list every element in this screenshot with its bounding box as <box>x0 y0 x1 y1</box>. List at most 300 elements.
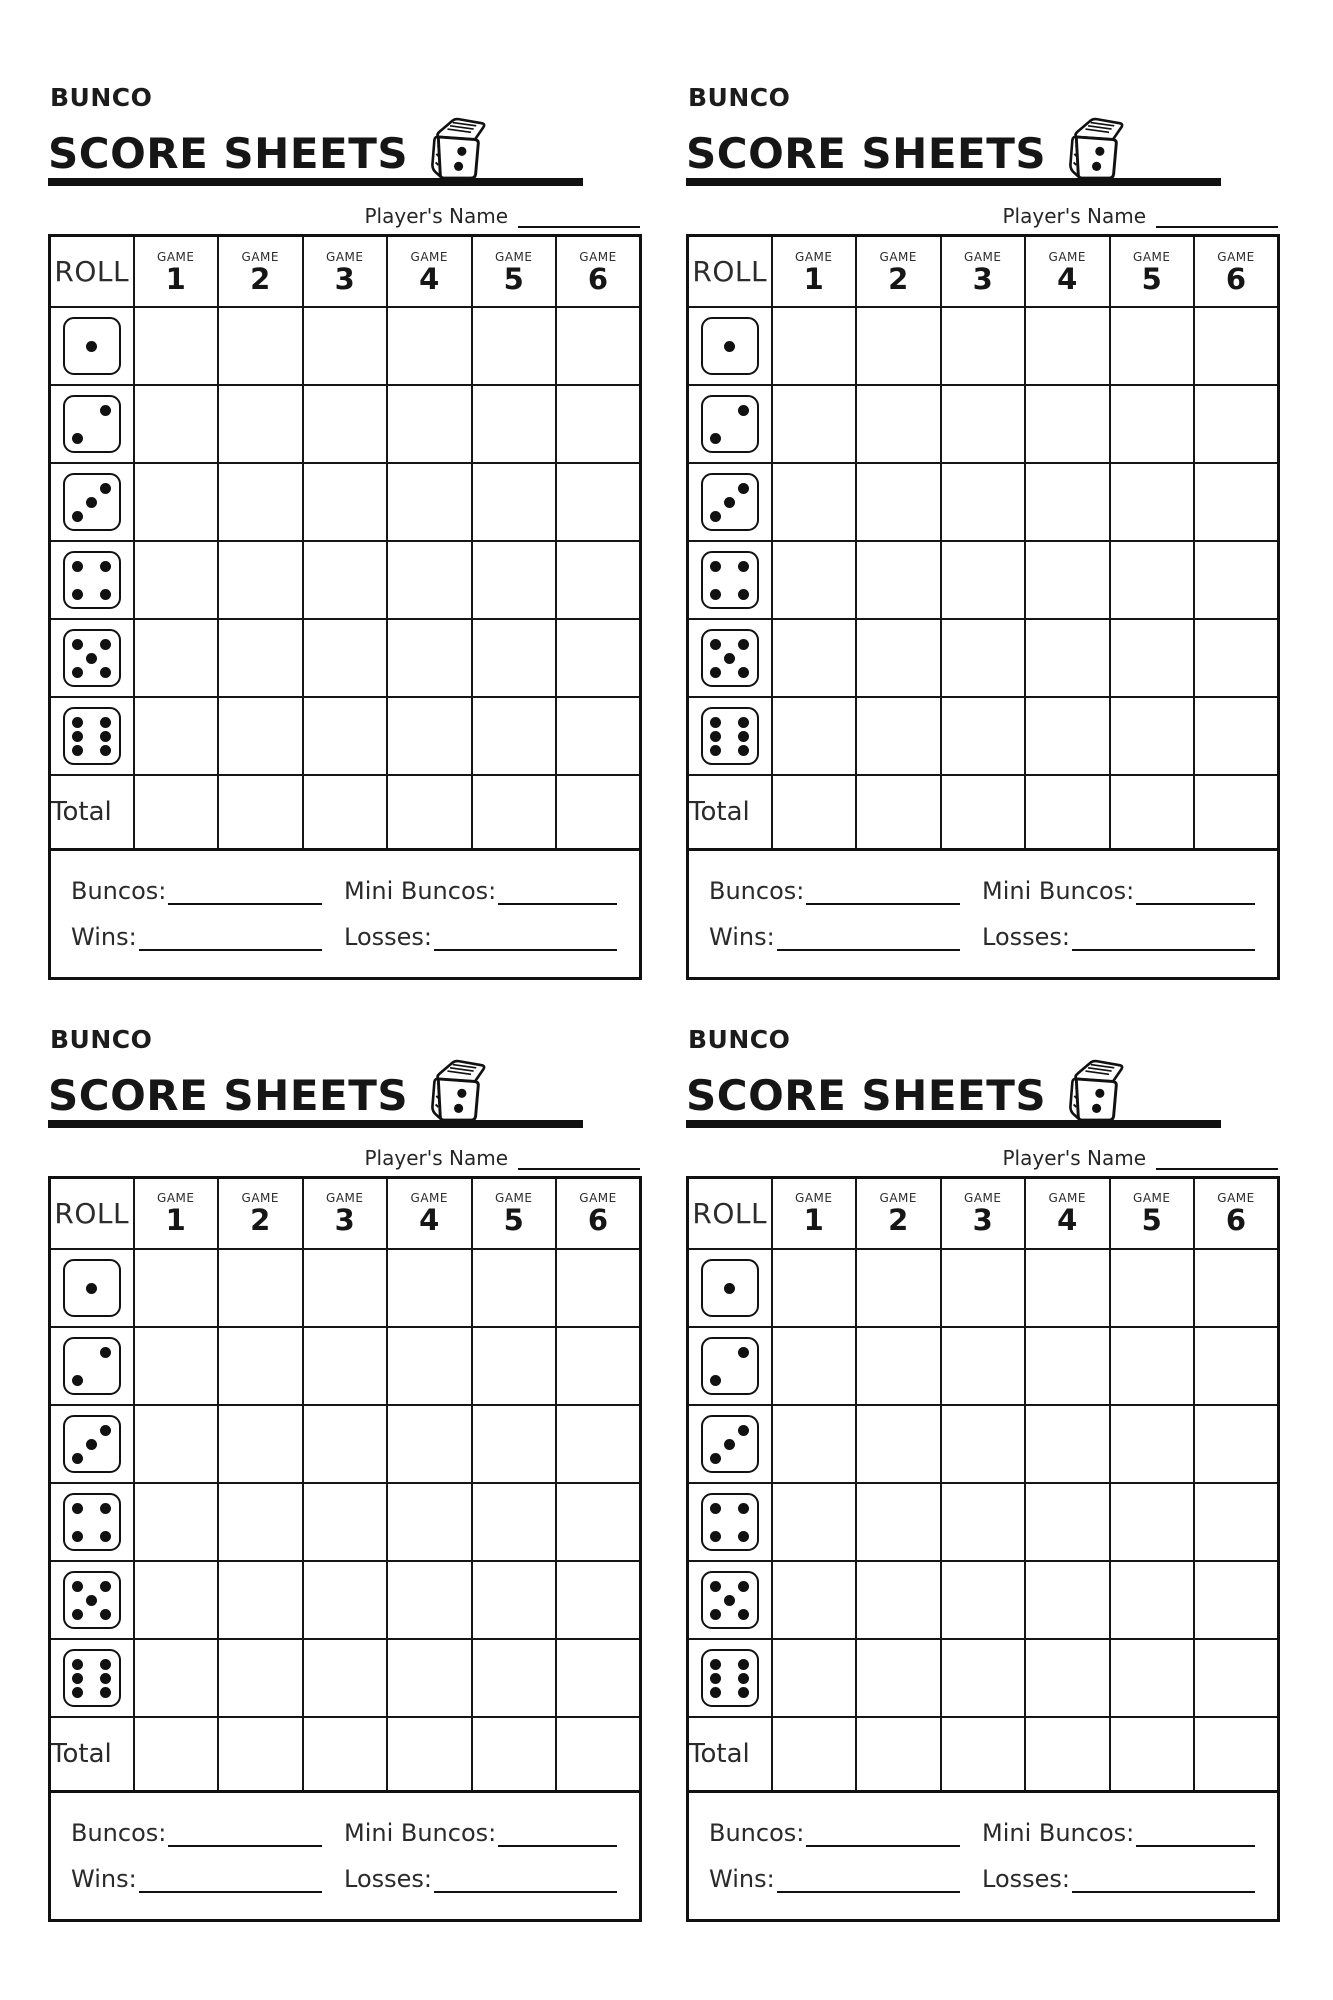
score-cell[interactable] <box>134 463 219 541</box>
total-cell[interactable] <box>134 775 219 849</box>
score-cell[interactable] <box>303 619 388 697</box>
score-cell[interactable] <box>856 541 941 619</box>
score-sheet <box>686 84 1280 980</box>
score-cell[interactable] <box>387 541 472 619</box>
score-cell[interactable] <box>1110 307 1195 385</box>
score-cell[interactable] <box>556 697 641 775</box>
sheet-title: SCORE SHEETS <box>686 128 1047 178</box>
score-cell[interactable] <box>218 697 303 775</box>
total-cell[interactable] <box>472 1717 557 1791</box>
pip-slot <box>71 1345 85 1359</box>
score-cell[interactable] <box>218 1327 303 1405</box>
score-cell[interactable] <box>1110 1639 1195 1717</box>
pip <box>100 561 111 572</box>
player-name-row <box>48 1146 640 1170</box>
score-cell[interactable] <box>218 541 303 619</box>
total-label: Total <box>688 775 772 849</box>
pip-slot <box>737 1437 751 1451</box>
score-cell[interactable] <box>134 1249 219 1327</box>
pip-slot <box>737 353 751 367</box>
pip <box>100 667 111 678</box>
player-name-label: Player's Name <box>364 203 508 228</box>
pip-slot <box>85 743 99 757</box>
score-cell[interactable] <box>856 463 941 541</box>
buncos-label: Buncos: <box>71 876 167 905</box>
score-cell[interactable] <box>218 1483 303 1561</box>
pip <box>710 1453 721 1464</box>
score-cell[interactable] <box>772 1639 857 1717</box>
player-name-blank[interactable] <box>518 1154 640 1170</box>
buncos-blank[interactable] <box>806 889 960 905</box>
score-cell[interactable] <box>1025 541 1110 619</box>
score-cell[interactable] <box>218 463 303 541</box>
score-cell[interactable] <box>303 541 388 619</box>
pip-slot <box>737 1423 751 1437</box>
score-cell[interactable] <box>856 1327 941 1405</box>
score-cell[interactable] <box>772 541 857 619</box>
score-cell[interactable] <box>1194 307 1279 385</box>
pip-slot <box>71 651 85 665</box>
score-cell[interactable] <box>556 619 641 697</box>
pip <box>86 341 97 352</box>
score-cell[interactable] <box>772 1327 857 1405</box>
pip-slot <box>71 1685 85 1699</box>
score-cell[interactable] <box>941 697 1026 775</box>
score-cell[interactable] <box>941 1249 1026 1327</box>
pip-slot <box>737 1657 751 1671</box>
score-cell[interactable] <box>218 1561 303 1639</box>
score-cell[interactable] <box>1110 1405 1195 1483</box>
score-cell[interactable] <box>1025 1483 1110 1561</box>
score-cell[interactable] <box>472 1249 557 1327</box>
score-cell[interactable] <box>1110 619 1195 697</box>
wins-label: Wins: <box>709 922 775 951</box>
score-cell[interactable] <box>941 619 1026 697</box>
buncos-blank[interactable] <box>806 1831 960 1847</box>
pip-slot <box>71 1359 85 1373</box>
score-cell[interactable] <box>472 697 557 775</box>
score-cell[interactable] <box>387 619 472 697</box>
pip-slot <box>71 509 85 523</box>
total-cell[interactable] <box>303 775 388 849</box>
brand-text: BUNCO <box>688 1024 791 1054</box>
game-6-header <box>1194 235 1279 307</box>
pip-slot <box>99 1593 113 1607</box>
score-cell[interactable] <box>1025 1327 1110 1405</box>
total-cell[interactable] <box>1194 775 1279 849</box>
score-cell[interactable] <box>303 1639 388 1717</box>
score-cell[interactable] <box>1110 697 1195 775</box>
score-cell[interactable] <box>303 307 388 385</box>
wins-blank[interactable] <box>139 935 322 951</box>
total-cell[interactable] <box>387 775 472 849</box>
score-cell[interactable] <box>472 1639 557 1717</box>
score-cell[interactable] <box>772 697 857 775</box>
score-cell[interactable] <box>387 1327 472 1405</box>
score-cell[interactable] <box>556 1561 641 1639</box>
score-cell[interactable] <box>134 1639 219 1717</box>
roll-header: ROLL <box>688 235 772 307</box>
total-cell[interactable] <box>1110 1717 1195 1791</box>
score-cell[interactable] <box>134 307 219 385</box>
pip-slot <box>71 353 85 367</box>
pip-slot <box>99 1501 113 1515</box>
score-cell[interactable] <box>303 463 388 541</box>
score-cell[interactable] <box>772 385 857 463</box>
score-cell[interactable] <box>856 1405 941 1483</box>
game-number: 5 <box>503 1203 524 1238</box>
wins-blank[interactable] <box>139 1877 322 1893</box>
die-6-icon <box>701 1649 759 1707</box>
sheet-header <box>48 1026 642 1128</box>
total-cell[interactable] <box>556 1717 641 1791</box>
score-cell[interactable] <box>1194 1249 1279 1327</box>
total-cell[interactable] <box>134 1717 219 1791</box>
score-cell[interactable] <box>1025 463 1110 541</box>
score-cell[interactable] <box>472 541 557 619</box>
pip-slot <box>737 665 751 679</box>
total-cell[interactable] <box>941 1717 1026 1791</box>
score-cell[interactable] <box>218 619 303 697</box>
score-cell[interactable] <box>1194 1639 1279 1717</box>
score-cell[interactable] <box>218 1405 303 1483</box>
losses-blank[interactable] <box>434 935 617 951</box>
losses-field <box>344 1865 617 1893</box>
total-cell[interactable] <box>218 775 303 849</box>
pip-slot <box>723 403 737 417</box>
pip-slot <box>723 481 737 495</box>
score-cell[interactable] <box>772 307 857 385</box>
total-cell[interactable] <box>1110 775 1195 849</box>
score-cell[interactable] <box>941 463 1026 541</box>
wins-label: Wins: <box>709 1864 775 1893</box>
score-cell[interactable] <box>556 463 641 541</box>
game-label: GAME <box>1048 1191 1086 1206</box>
pip-slot <box>85 1607 99 1621</box>
score-cell[interactable] <box>556 385 641 463</box>
score-cell[interactable] <box>1110 385 1195 463</box>
score-cell[interactable] <box>772 1249 857 1327</box>
score-cell[interactable] <box>556 1483 641 1561</box>
score-cell[interactable] <box>556 1327 641 1405</box>
score-cell[interactable] <box>772 1483 857 1561</box>
score-cell[interactable] <box>387 1249 472 1327</box>
score-cell[interactable] <box>941 307 1026 385</box>
mini-buncos-blank[interactable] <box>1136 889 1255 905</box>
score-cell[interactable] <box>472 1561 557 1639</box>
total-cell[interactable] <box>1025 1717 1110 1791</box>
pip-slot <box>99 1295 113 1309</box>
total-cell[interactable] <box>856 1717 941 1791</box>
brand-text: BUNCO <box>688 83 791 112</box>
total-cell[interactable] <box>218 1717 303 1791</box>
pip-slot <box>85 1281 99 1295</box>
score-cell[interactable] <box>387 307 472 385</box>
score-cell[interactable] <box>387 697 472 775</box>
die-1-icon <box>63 317 121 375</box>
pip-slot <box>85 353 99 367</box>
score-cell[interactable] <box>772 619 857 697</box>
score-cell[interactable] <box>856 1561 941 1639</box>
score-cell[interactable] <box>856 1483 941 1561</box>
score-cell[interactable] <box>218 1639 303 1717</box>
die-face-5 <box>688 619 772 697</box>
score-cell[interactable] <box>387 463 472 541</box>
pip-slot <box>71 1579 85 1593</box>
score-cell[interactable] <box>941 1639 1026 1717</box>
score-cell[interactable] <box>556 541 641 619</box>
total-cell[interactable] <box>941 775 1026 849</box>
pip-slot <box>709 1295 723 1309</box>
pip <box>724 1439 735 1450</box>
score-cell[interactable] <box>941 1483 1026 1561</box>
score-cell[interactable] <box>1194 385 1279 463</box>
score-cell[interactable] <box>134 619 219 697</box>
buncos-blank[interactable] <box>168 889 322 905</box>
game-label: GAME <box>157 249 195 264</box>
score-cell[interactable] <box>472 307 557 385</box>
game-number: 4 <box>419 261 440 296</box>
pip-slot <box>723 1607 737 1621</box>
pip-slot <box>99 587 113 601</box>
pip-slot <box>737 339 751 353</box>
score-cell[interactable] <box>387 1405 472 1483</box>
score-cell[interactable] <box>772 463 857 541</box>
score-cell[interactable] <box>856 619 941 697</box>
pip-slot <box>71 715 85 729</box>
pip-slot <box>737 1373 751 1387</box>
total-row <box>50 1717 641 1791</box>
mini-buncos-blank[interactable] <box>498 1831 617 1847</box>
score-cell[interactable] <box>1194 463 1279 541</box>
score-cell[interactable] <box>1110 1483 1195 1561</box>
score-cell[interactable] <box>556 1249 641 1327</box>
wins-blank[interactable] <box>777 935 960 951</box>
pip-slot <box>737 1295 751 1309</box>
total-cell[interactable] <box>1025 775 1110 849</box>
losses-field <box>982 923 1255 951</box>
score-cell[interactable] <box>941 541 1026 619</box>
score-cell[interactable] <box>772 1405 857 1483</box>
total-label: Total <box>50 1717 134 1791</box>
pip <box>72 1609 83 1620</box>
pip <box>738 1673 749 1684</box>
score-cell[interactable] <box>1194 1327 1279 1405</box>
pip-slot <box>709 1501 723 1515</box>
pip-slot <box>723 339 737 353</box>
table-header-row <box>50 235 641 307</box>
total-cell[interactable] <box>1194 1717 1279 1791</box>
pip <box>72 1375 83 1386</box>
score-cell[interactable] <box>472 385 557 463</box>
score-cell[interactable] <box>1194 1483 1279 1561</box>
total-cell[interactable] <box>303 1717 388 1791</box>
score-cell[interactable] <box>218 385 303 463</box>
game-label: GAME <box>879 249 917 264</box>
score-cell[interactable] <box>472 463 557 541</box>
pip-slot <box>71 729 85 743</box>
losses-label: Losses: <box>344 1864 432 1893</box>
player-name-blank[interactable] <box>1156 212 1278 228</box>
score-cell[interactable] <box>1194 1561 1279 1639</box>
score-cell[interactable] <box>1110 1249 1195 1327</box>
pip-slot <box>85 325 99 339</box>
score-cell[interactable] <box>1110 1327 1195 1405</box>
brand-text: BUNCO <box>50 83 153 112</box>
total-cell[interactable] <box>387 1717 472 1791</box>
pip-slot <box>99 1267 113 1281</box>
roll-row-3 <box>688 1405 1279 1483</box>
player-name-blank[interactable] <box>1156 1154 1278 1170</box>
score-cell[interactable] <box>556 1405 641 1483</box>
score-cell[interactable] <box>134 1405 219 1483</box>
buncos-blank[interactable] <box>168 1831 322 1847</box>
pip <box>72 667 83 678</box>
pip-slot <box>99 1359 113 1373</box>
score-cell[interactable] <box>1110 463 1195 541</box>
score-cell[interactable] <box>1110 541 1195 619</box>
pip <box>86 1283 97 1294</box>
score-cell[interactable] <box>387 1483 472 1561</box>
score-cell[interactable] <box>856 1639 941 1717</box>
roll-row-1 <box>50 1249 641 1327</box>
score-cell[interactable] <box>472 1483 557 1561</box>
score-cell[interactable] <box>941 385 1026 463</box>
score-cell[interactable] <box>303 1327 388 1405</box>
score-cell[interactable] <box>1194 541 1279 619</box>
pip-slot <box>85 1437 99 1451</box>
score-cell[interactable] <box>303 1405 388 1483</box>
wins-label: Wins: <box>71 1864 137 1893</box>
game-number: 1 <box>803 261 824 296</box>
score-cell[interactable] <box>387 385 472 463</box>
score-cell[interactable] <box>1194 697 1279 775</box>
die-4-icon <box>63 551 121 609</box>
score-cell[interactable] <box>1110 1561 1195 1639</box>
score-cell[interactable] <box>556 307 641 385</box>
mini-buncos-blank[interactable] <box>1136 1831 1255 1847</box>
game-number: 6 <box>1225 1203 1247 1238</box>
game-1-header <box>134 235 219 307</box>
losses-blank[interactable] <box>434 1877 617 1893</box>
score-cell[interactable] <box>1025 307 1110 385</box>
total-cell[interactable] <box>472 775 557 849</box>
pip-slot <box>709 1267 723 1281</box>
score-cell[interactable] <box>1025 1405 1110 1483</box>
pip <box>100 1687 111 1698</box>
wins-blank[interactable] <box>777 1877 960 1893</box>
pip-slot <box>85 1295 99 1309</box>
losses-blank[interactable] <box>1072 1877 1255 1893</box>
die-6-icon <box>701 707 759 765</box>
total-cell[interactable] <box>772 775 857 849</box>
pip-slot <box>709 1593 723 1607</box>
score-cell[interactable] <box>303 1561 388 1639</box>
score-cell[interactable] <box>134 1327 219 1405</box>
score-cell[interactable] <box>472 1405 557 1483</box>
score-cell[interactable] <box>856 697 941 775</box>
score-cell[interactable] <box>218 1249 303 1327</box>
die-1-icon <box>701 1259 759 1317</box>
score-cell[interactable] <box>134 385 219 463</box>
total-cell[interactable] <box>856 775 941 849</box>
score-cell[interactable] <box>303 1483 388 1561</box>
score-cell[interactable] <box>1025 385 1110 463</box>
score-cell[interactable] <box>303 385 388 463</box>
score-cell[interactable] <box>1194 1405 1279 1483</box>
score-cell[interactable] <box>856 1249 941 1327</box>
pip-slot <box>709 1685 723 1699</box>
losses-blank[interactable] <box>1072 935 1255 951</box>
wins-field <box>71 1865 344 1893</box>
table-header-row <box>688 1177 1279 1249</box>
pip <box>738 1531 749 1542</box>
score-cell[interactable] <box>556 1639 641 1717</box>
mini-buncos-blank[interactable] <box>498 889 617 905</box>
score-cell[interactable] <box>856 385 941 463</box>
pip-slot <box>99 1515 113 1529</box>
score-cell[interactable] <box>941 1327 1026 1405</box>
score-cell[interactable] <box>134 1561 219 1639</box>
score-cell[interactable] <box>134 1483 219 1561</box>
mini-buncos-field <box>982 877 1255 905</box>
score-cell[interactable] <box>941 1405 1026 1483</box>
total-cell[interactable] <box>772 1717 857 1791</box>
score-cell[interactable] <box>218 307 303 385</box>
pip-slot <box>85 587 99 601</box>
pip-slot <box>71 743 85 757</box>
score-cell[interactable] <box>387 1561 472 1639</box>
score-cell[interactable] <box>387 1639 472 1717</box>
game-number: 3 <box>972 261 993 296</box>
player-name-blank[interactable] <box>518 212 640 228</box>
game-label: GAME <box>495 1191 533 1206</box>
title-row <box>48 113 642 178</box>
score-cell[interactable] <box>134 697 219 775</box>
score-cell[interactable] <box>1025 619 1110 697</box>
score-cell[interactable] <box>941 1561 1026 1639</box>
score-cell[interactable] <box>303 697 388 775</box>
sheet-footer <box>686 851 1280 980</box>
score-cell[interactable] <box>1025 697 1110 775</box>
pip-slot <box>85 403 99 417</box>
score-cell[interactable] <box>472 1327 557 1405</box>
pip-slot <box>723 729 737 743</box>
score-cell[interactable] <box>1194 619 1279 697</box>
score-cell[interactable] <box>134 541 219 619</box>
player-name-label: Player's Name <box>1002 203 1146 228</box>
score-cell[interactable] <box>1025 1249 1110 1327</box>
die-face-1 <box>50 307 134 385</box>
pip-slot <box>737 559 751 573</box>
game-5-header <box>472 235 557 307</box>
score-cell[interactable] <box>1025 1639 1110 1717</box>
buncos-label: Buncos: <box>709 876 805 905</box>
score-cell[interactable] <box>1025 1561 1110 1639</box>
score-cell[interactable] <box>303 1249 388 1327</box>
pip <box>724 1283 735 1294</box>
score-cell[interactable] <box>856 307 941 385</box>
pip-slot <box>737 1359 751 1373</box>
pip <box>710 1687 721 1698</box>
score-cell[interactable] <box>472 619 557 697</box>
pip-slot <box>85 1345 99 1359</box>
total-cell[interactable] <box>556 775 641 849</box>
pip-slot <box>85 715 99 729</box>
pip-slot <box>71 559 85 573</box>
score-cell[interactable] <box>772 1561 857 1639</box>
sheet-header <box>48 84 642 186</box>
